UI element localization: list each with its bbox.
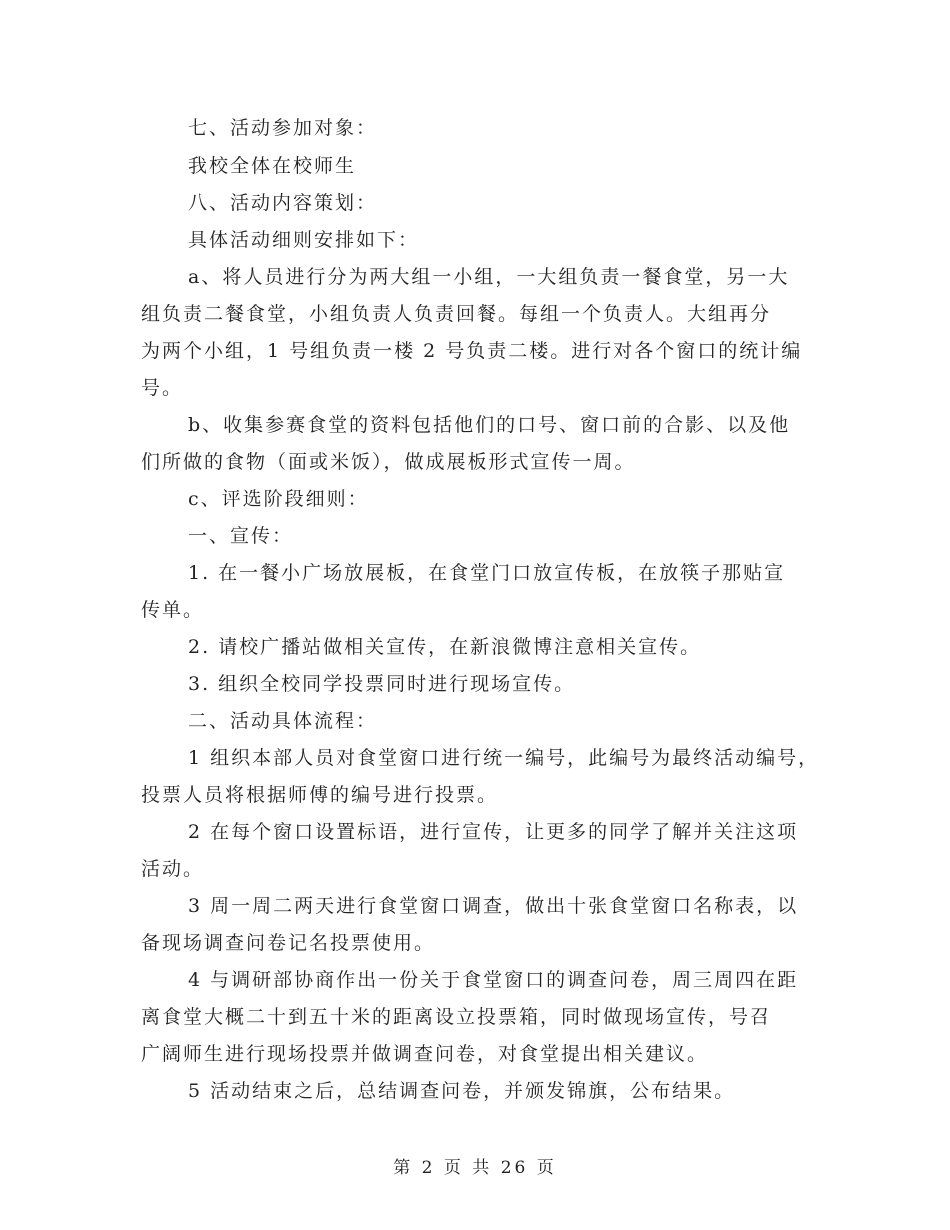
body-text-line: 号。	[141, 377, 184, 399]
body-text-line: 2 在每个窗口设置标语，进行宣传，让更多的同学了解并关注这项	[188, 821, 799, 843]
subheading-process: 二、活动具体流程：	[188, 710, 378, 732]
body-text-line: a、将人员进行分为两大组一小组，一大组负责一餐食堂，另一大	[188, 266, 790, 288]
body-text-line: b、收集参赛食堂的资料包括他们的口号、窗口前的合影、以及他	[188, 414, 791, 436]
body-text-line: 1 组织本部人员对食堂窗口进行统一编号，此编号为最终活动编号，	[188, 747, 820, 769]
body-text-line: 备现场调查问卷记名投票使用。	[141, 932, 436, 954]
body-text-line: 们所做的食物（面或米饭），做成展板形式宣传一周。	[141, 451, 636, 473]
body-text-line: 2. 请校广播站做相关宣传，在新浪微博注意相关宣传。	[188, 636, 702, 658]
body-text-line: 4 与调研部协商作出一份关于食堂窗口的调查问卷，周三周四在距	[188, 969, 799, 991]
body-text-line: c、评选阶段细则：	[188, 488, 369, 510]
body-text-line: 3. 组织全校同学投票同时进行现场宣传。	[188, 673, 576, 695]
section-heading-content-plan: 八、活动内容策划：	[188, 192, 378, 214]
section-heading-participants: 七、活动参加对象：	[188, 117, 378, 139]
subheading-publicity: 一、宣传：	[188, 525, 294, 547]
body-text-line: 投票人员将根据师傅的编号进行投票。	[141, 784, 499, 806]
body-text-line: 1. 在一餐小广场放展板，在食堂门口放宣传板，在放筷子那贴宣	[188, 562, 786, 584]
body-text-line: 活动。	[141, 858, 205, 880]
body-text-line: 我校全体在校师生	[188, 155, 357, 177]
body-text-line: 传单。	[141, 599, 205, 621]
body-text-line: 离食堂大概二十到五十米的距离设立投票箱，同时做现场宣传，号召	[141, 1006, 772, 1028]
body-text-line: 广阔师生进行现场投票并做调查问卷，对食堂提出相关建议。	[141, 1043, 709, 1065]
page-number-footer: 第 2 页 共 26 页	[393, 1158, 557, 1178]
body-text-line: 组负责二餐食堂，小组负责人负责回餐。每组一个负责人。大组再分	[141, 303, 772, 325]
body-text-line: 具体活动细则安排如下：	[188, 229, 420, 251]
body-text-line: 3 周一周二两天进行食堂窗口调查，做出十张食堂窗口名称表，以	[188, 895, 799, 917]
body-text-line: 5 活动结束之后，总结调查问卷，并颁发锦旗，公布结果。	[188, 1080, 736, 1102]
body-text-line: 为两个小组，1 号组负责一楼 2 号负责二楼。进行对各个窗口的统计编	[141, 340, 803, 362]
